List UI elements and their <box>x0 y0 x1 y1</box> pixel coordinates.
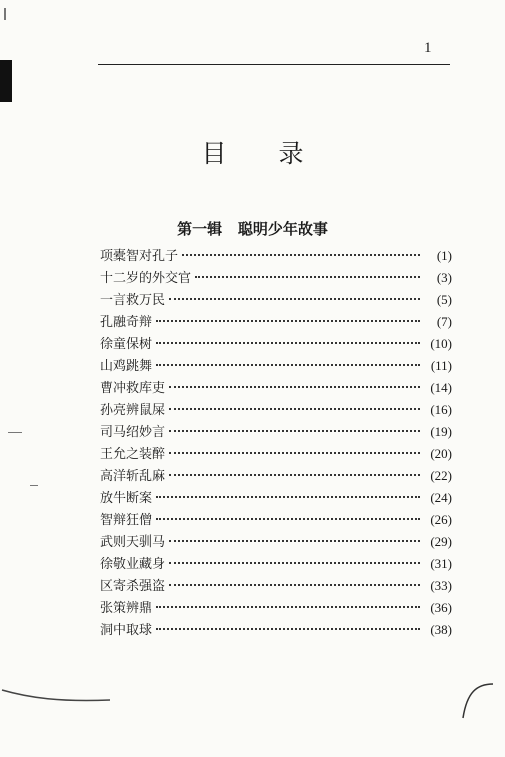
toc-entry <box>100 575 452 597</box>
toc-entry <box>100 531 452 553</box>
section-name: 聪明少年故事 <box>237 220 328 238</box>
toc-entry <box>100 443 452 465</box>
toc-entry-title: 一言救万民 <box>100 293 166 308</box>
toc-entry-title: 曹冲救库吏 <box>100 381 166 396</box>
toc-entry <box>100 597 452 619</box>
toc-entry-page: (33) <box>430 578 452 593</box>
toc-dot-leader <box>156 342 420 344</box>
toc-dot-leader <box>169 452 420 454</box>
toc-entry-page: (20) <box>430 446 452 461</box>
scan-spine-mark <box>0 60 12 102</box>
toc-entry-page: (24) <box>430 490 452 505</box>
toc-entry-page: (26) <box>430 512 452 527</box>
toc-entry-title: 区寄杀强盗 <box>100 579 166 594</box>
toc-entry-page: (36) <box>430 600 452 615</box>
toc-entry <box>100 311 452 333</box>
toc-entry-page: (11) <box>430 358 452 373</box>
toc-entry-title: 孙亮辨鼠屎 <box>100 403 166 418</box>
toc-entry-title: 放牛断案 <box>100 491 153 506</box>
section-heading <box>0 218 505 239</box>
toc-entry <box>100 267 452 289</box>
toc-entry-title: 项橐智对孔子 <box>100 249 179 264</box>
toc-entry <box>100 619 452 641</box>
toc-entry-page: (16) <box>430 402 452 417</box>
toc-dot-leader <box>169 474 420 476</box>
toc-entry <box>100 289 452 311</box>
scan-speck <box>4 8 6 20</box>
toc-dot-leader <box>169 430 420 432</box>
toc-entry-page: (7) <box>436 314 452 329</box>
toc-entry-page: (10) <box>430 336 452 351</box>
toc-entry <box>100 553 452 575</box>
toc-entry <box>100 245 452 267</box>
scan-edge-mark <box>0 680 120 710</box>
toc-dot-leader <box>156 320 420 322</box>
toc-entry <box>100 355 452 377</box>
toc-dot-leader <box>156 364 420 366</box>
toc-dot-leader <box>169 562 420 564</box>
table-of-contents <box>100 245 452 641</box>
toc-entry-page: (19) <box>430 424 452 439</box>
toc-entry-page: (1) <box>436 248 452 263</box>
toc-dot-leader <box>169 298 420 300</box>
scan-speck <box>8 432 22 433</box>
toc-entry-title: 洞中取球 <box>100 623 153 638</box>
scan-speck <box>30 485 38 486</box>
toc-entry-title: 武则天驯马 <box>100 535 166 550</box>
toc-dot-leader <box>182 254 420 256</box>
toc-entry-page: (5) <box>436 292 452 307</box>
toc-entry-page: (14) <box>430 380 452 395</box>
toc-dot-leader <box>169 584 420 586</box>
toc-entry-title: 徐敬业藏身 <box>100 557 166 572</box>
section-label: 第一辑 <box>177 220 223 238</box>
toc-dot-leader <box>156 628 420 630</box>
toc-entry-title: 王允之装醉 <box>100 447 166 462</box>
toc-entry-page: (29) <box>430 534 452 549</box>
toc-dot-leader <box>195 276 420 278</box>
toc-dot-leader <box>169 386 420 388</box>
toc-entry <box>100 377 452 399</box>
toc-entry <box>100 333 452 355</box>
toc-entry-page: (31) <box>430 556 452 571</box>
page-number: 1 <box>424 40 432 56</box>
toc-dot-leader <box>156 496 420 498</box>
header-rule <box>98 64 450 65</box>
toc-entry-title: 山鸡跳舞 <box>100 359 153 374</box>
toc-entry-title: 孔融奇辩 <box>100 315 153 330</box>
toc-dot-leader <box>156 518 420 520</box>
toc-dot-leader <box>169 408 420 410</box>
toc-entry <box>100 399 452 421</box>
toc-entry-page: (3) <box>436 270 452 285</box>
toc-entry-title: 张策辨鼎 <box>100 601 153 616</box>
toc-entry <box>100 465 452 487</box>
toc-entry-title: 十二岁的外交官 <box>100 271 192 286</box>
toc-entry-page: (22) <box>430 468 452 483</box>
page-title: 目 录 <box>201 139 326 168</box>
toc-entry <box>100 421 452 443</box>
page-corner-curl <box>455 682 495 722</box>
toc-dot-leader <box>156 606 420 608</box>
toc-entry-title: 徐童保树 <box>100 337 153 352</box>
toc-entry <box>100 487 452 509</box>
toc-dot-leader <box>169 540 420 542</box>
toc-entry-title: 司马绍妙言 <box>100 425 166 440</box>
toc-entry-title: 高洋斩乱麻 <box>100 469 166 484</box>
toc-entry <box>100 509 452 531</box>
toc-entry-page: (38) <box>430 622 452 637</box>
toc-entry-title: 智辩狂僧 <box>100 513 153 528</box>
